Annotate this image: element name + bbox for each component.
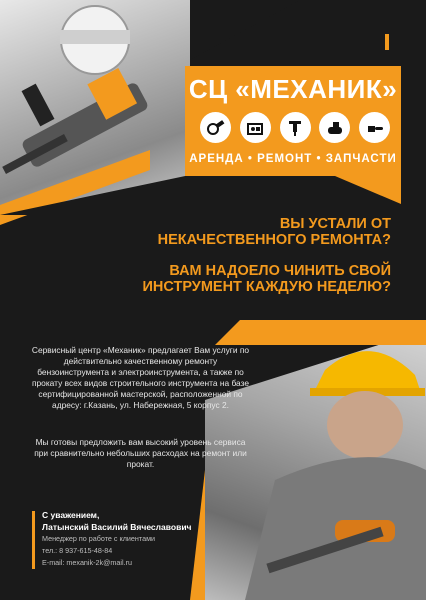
- signature-accent: [32, 511, 35, 569]
- title-panel-tail: [335, 176, 401, 204]
- jackhammer-icon: [280, 112, 311, 143]
- compressor-icon: [319, 112, 350, 143]
- signature-phone: тел.: 8 937-615-48-84: [42, 546, 113, 555]
- signature-position: Менеджер по работе с клиентами: [42, 534, 156, 543]
- signature-greeting: С уважением,: [42, 510, 100, 520]
- grinder-icon: [200, 112, 231, 143]
- service-icons: [200, 112, 390, 148]
- chainsaw-icon: [359, 112, 390, 143]
- offer-paragraph: Мы готовы предложить вам высокий уровень сервиса при сравнительно небольших расходах на ремонт или прокат.: [34, 437, 247, 469]
- accent-bar: [385, 34, 389, 50]
- intro-paragraph: Сервисный центр «Механик» предлагает Вам услуги по действительно качественному ремонту бензоинструмента и электроинструмента, а также по прокату всех видов строительного инструмента на базе сертифицированной мастерской, расположенной по адресу: г.Казань, ул. Набережная, 5 корпус 2.: [31, 345, 250, 410]
- brand-tagline: АРЕНДА • РЕМОНТ • ЗАПЧАСТИ: [189, 153, 397, 165]
- headline-tired: ВЫ УСТАЛИ ОТ НЕКАЧЕСТВЕННОГО РЕМОНТА?: [157, 216, 391, 248]
- generator-icon: [240, 112, 271, 143]
- signature-name: Латынский Василий Вячеславович: [42, 522, 192, 532]
- brand-title: СЦ «МЕХАНИК»: [188, 74, 398, 104]
- headline-fed-up: ВАМ НАДОЕЛО ЧИНИТЬ СВОЙ ИНСТРУМЕНТ КАЖДУЮ НЕДЕЛЮ?: [142, 263, 391, 295]
- signature-email: E-mail: mexanik-2k@mail.ru: [42, 558, 132, 567]
